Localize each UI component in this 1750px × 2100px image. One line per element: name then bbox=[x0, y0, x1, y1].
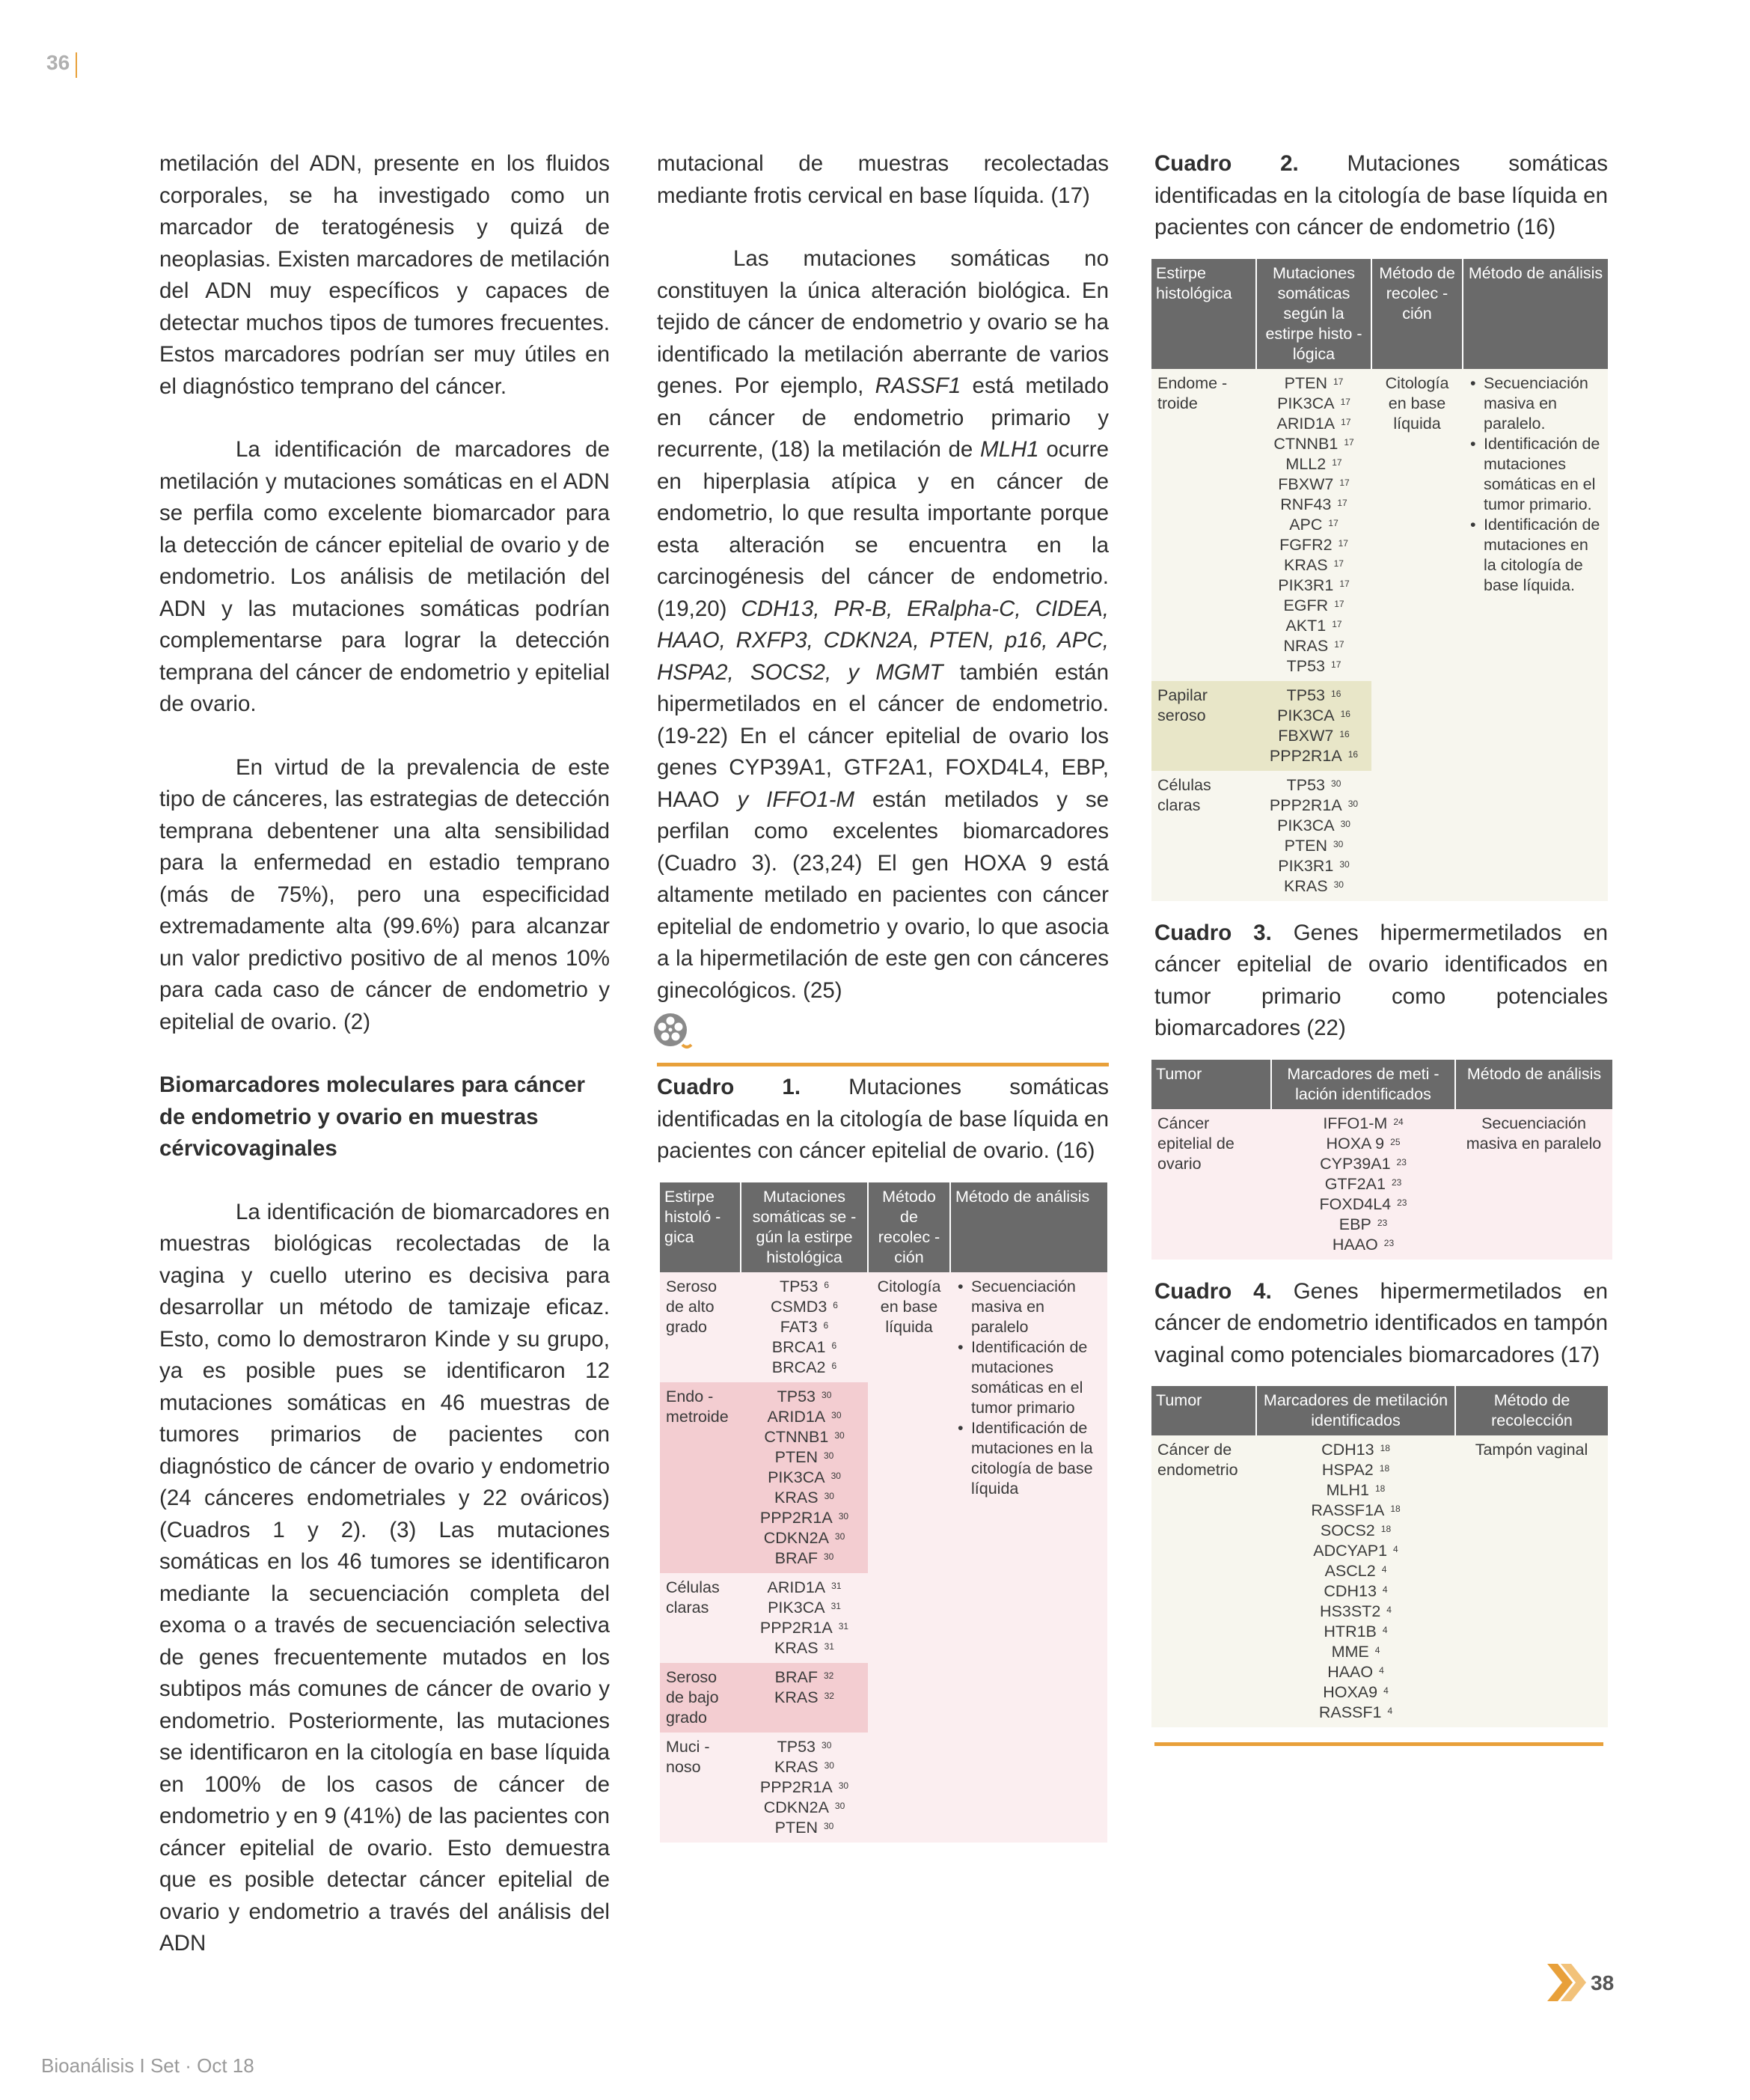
reference-number: 30 bbox=[823, 1551, 834, 1562]
reference-number: 6 bbox=[823, 1319, 829, 1331]
reference-number: 23 bbox=[1396, 1156, 1407, 1167]
gene-entry bbox=[747, 1358, 862, 1378]
gene-name: PPP2R1A bbox=[1269, 746, 1342, 765]
method-item: • Identificación de mutaciones somáticas en el tumor primario bbox=[971, 1337, 1101, 1418]
cuadro-2-table bbox=[1151, 259, 1608, 901]
reference-number: 4 bbox=[1382, 1625, 1388, 1635]
gene-entry bbox=[1262, 706, 1365, 726]
gene-entry bbox=[1262, 1541, 1449, 1561]
reference-number: 30 bbox=[830, 1470, 841, 1481]
footer-text: Bioanálisis I Set · Oct 18 bbox=[41, 2054, 254, 2077]
header-cell: Método de recolección bbox=[1455, 1386, 1608, 1435]
gene-name: APC bbox=[1289, 515, 1323, 534]
reference-number: 17 bbox=[1337, 497, 1347, 508]
gene-name: CDH13 bbox=[1321, 1441, 1374, 1459]
reference-number: 17 bbox=[1332, 618, 1342, 629]
reference-number: 18 bbox=[1380, 1524, 1392, 1534]
table-header-row bbox=[1151, 1386, 1608, 1435]
reference-number: 4 bbox=[1393, 1544, 1398, 1554]
genes-cell bbox=[1271, 1109, 1455, 1260]
analysis-method-cell bbox=[950, 1272, 1107, 1843]
genes-cell bbox=[1256, 771, 1371, 901]
gene-name: PIK3CA bbox=[1277, 706, 1335, 724]
gene-name: CYP39A1 bbox=[1320, 1154, 1391, 1173]
gene-entry bbox=[1262, 1440, 1449, 1460]
gene-entry bbox=[1262, 454, 1365, 474]
reference-number: 30 bbox=[822, 1739, 832, 1750]
gene-name: PIK3R1 bbox=[1278, 576, 1334, 594]
gene-name: ARID1A bbox=[767, 1578, 826, 1596]
gene-entry bbox=[747, 1387, 862, 1407]
table-header-row bbox=[1151, 259, 1608, 369]
reference-number: 31 bbox=[831, 1580, 842, 1591]
gene-entry bbox=[1262, 474, 1365, 495]
gene-name: FOXD4L4 bbox=[1319, 1194, 1392, 1213]
gene-name: TP53 bbox=[777, 1387, 816, 1405]
gene-entry bbox=[1262, 576, 1365, 596]
genes-cell bbox=[1256, 681, 1371, 771]
gene-name: GTF2A1 bbox=[1324, 1174, 1386, 1193]
cuadro-4-table bbox=[1151, 1386, 1608, 1727]
gene-entry bbox=[1262, 1460, 1449, 1480]
gene-entry bbox=[747, 1798, 862, 1818]
cuadro-1-table bbox=[660, 1182, 1107, 1843]
reference-number: 30 bbox=[834, 1530, 845, 1542]
reference-number: 4 bbox=[1386, 1605, 1392, 1615]
cuadro-3-table bbox=[1151, 1060, 1612, 1260]
histology-cell: Endome - troide bbox=[1157, 373, 1228, 412]
method-item: • Secuenciación masiva en paralelo bbox=[971, 1277, 1101, 1337]
reference-number: 17 bbox=[1334, 598, 1344, 609]
gene-entry bbox=[747, 1638, 862, 1658]
gene-name: IFFO1-M bbox=[1323, 1114, 1388, 1132]
gene-entry bbox=[1262, 656, 1365, 677]
gene-entry bbox=[747, 1737, 862, 1757]
table-header-row bbox=[1151, 1060, 1612, 1109]
gene-entry bbox=[1262, 775, 1365, 796]
gene-name: PTEN bbox=[774, 1447, 818, 1466]
gene-name: CTNNB1 bbox=[764, 1427, 829, 1446]
cuadro-3-caption: Cuadro 3. Genes hipermermetilados en cáncer epitelial de ovario identificados en tumor primario como potenciales biomarcadores (22) bbox=[1154, 920, 1608, 1040]
gene-name: ARID1A bbox=[1276, 414, 1336, 433]
reference-number: 17 bbox=[1333, 558, 1344, 569]
histology-cell: Endo - metroide bbox=[666, 1387, 729, 1426]
reference-number: 30 bbox=[1340, 818, 1350, 829]
reference-number: 30 bbox=[1339, 858, 1350, 870]
gene-name: PTEN bbox=[774, 1818, 818, 1837]
reference-number: 23 bbox=[1397, 1197, 1407, 1208]
gene-entry bbox=[747, 1297, 862, 1317]
reference-number: 4 bbox=[1374, 1645, 1380, 1655]
gene-name: PIK3CA bbox=[768, 1468, 825, 1486]
reference-number: 25 bbox=[1390, 1136, 1401, 1147]
gene-entry bbox=[1277, 1154, 1449, 1174]
reference-number: 16 bbox=[1340, 708, 1350, 719]
reference-number: 31 bbox=[838, 1620, 849, 1632]
header-cell: Mutaciones somáticas se - gún la estirpe histológica bbox=[741, 1182, 868, 1272]
header-cell: Método de análisis bbox=[1463, 259, 1608, 369]
gene-name: MME bbox=[1331, 1643, 1369, 1661]
gene-name: ARID1A bbox=[767, 1407, 826, 1426]
analysis-method-cell bbox=[1463, 369, 1608, 901]
gene-entry bbox=[1262, 1521, 1449, 1541]
reference-number: 18 bbox=[1390, 1504, 1401, 1514]
gene-entry bbox=[1262, 876, 1365, 897]
header-cell: Tumor bbox=[1151, 1386, 1256, 1435]
gene-name: HAAO bbox=[1327, 1663, 1374, 1681]
gene-entry bbox=[747, 1468, 862, 1488]
method-item: • Identificación de mutaciones en la citología de base líquida. bbox=[1484, 515, 1602, 596]
genes-cell bbox=[1256, 1435, 1455, 1727]
gene-entry bbox=[747, 1528, 862, 1548]
gene-entry bbox=[1262, 495, 1365, 515]
gene-entry bbox=[747, 1598, 862, 1618]
reference-number: 17 bbox=[1344, 436, 1354, 448]
reference-number: 30 bbox=[831, 1409, 842, 1420]
gene-name: MLL2 bbox=[1285, 454, 1327, 473]
gene-name: PPP2R1A bbox=[759, 1777, 833, 1796]
gene-entry bbox=[1262, 434, 1365, 454]
reference-number: 6 bbox=[831, 1340, 837, 1351]
section-divider bbox=[657, 1063, 1109, 1066]
reference-number: 30 bbox=[822, 1389, 832, 1400]
gene-name: CDH13 bbox=[1324, 1582, 1377, 1600]
header-cell: Marcadores de metilación identificados bbox=[1256, 1386, 1455, 1435]
gene-name: KRAS bbox=[1284, 876, 1328, 895]
reference-number: 30 bbox=[1333, 838, 1344, 849]
reference-number: 6 bbox=[824, 1279, 830, 1290]
film-reel-icon bbox=[652, 1012, 694, 1054]
reference-number: 6 bbox=[833, 1299, 838, 1310]
reference-number: 17 bbox=[1328, 517, 1338, 528]
reference-number: 16 bbox=[1347, 748, 1359, 760]
reference-number: 4 bbox=[1383, 1685, 1389, 1696]
section-divider bbox=[1154, 1742, 1603, 1746]
gene-entry bbox=[1262, 616, 1365, 636]
histology-cell: Seroso de bajo grado bbox=[666, 1667, 719, 1727]
gene-name: KRAS bbox=[774, 1757, 819, 1776]
gene-entry bbox=[1262, 1703, 1449, 1723]
tumor-cell: Cáncer epitelial de ovario bbox=[1157, 1114, 1235, 1173]
method-cell: Secuenciación masiva en paralelo bbox=[1466, 1114, 1602, 1153]
page-number-top: 36 bbox=[46, 51, 70, 74]
reference-number: 17 bbox=[1333, 376, 1344, 387]
reference-number: 17 bbox=[1340, 396, 1350, 407]
gene-entry bbox=[747, 1508, 862, 1528]
gene-name: BRCA1 bbox=[771, 1337, 826, 1356]
header-cell: Marcadores de meti - lación identificados bbox=[1271, 1060, 1455, 1109]
gene-name: ASCL2 bbox=[1324, 1562, 1376, 1580]
gene-entry bbox=[1262, 686, 1365, 706]
gene-entry bbox=[1277, 1114, 1449, 1134]
reference-number: 4 bbox=[1381, 1564, 1387, 1575]
table-row bbox=[1151, 369, 1608, 681]
gene-entry bbox=[1262, 856, 1365, 876]
gene-name: KRAS bbox=[774, 1638, 819, 1657]
col1-paragraph-1: metilación del ADN, presente en los fluidos corporales, se ha investigado como un marcador de teratogénesis y quizá de neoplasias. Existen marcadores de metilación del ADN muy específicos y capaces de detectar muchos tipos de tumores frecuentes. Estos marcadores podrían ser muy útiles en el diagnóstico temprano del cáncer. bbox=[159, 151, 610, 399]
gene-entry bbox=[1262, 555, 1365, 576]
gene-entry bbox=[1262, 1642, 1449, 1662]
gene-entry bbox=[747, 1548, 862, 1569]
method-item: • Identificación de mutaciones en la citología de base líquida bbox=[971, 1418, 1101, 1499]
gene-name: HS3ST2 bbox=[1320, 1602, 1381, 1620]
col1-paragraph-4: La identificación de biomarcadores en muestras biológicas recolectadas de la vagina y cuello uterino es decisiva para desarrollar un método de tamizaje eficaz. Esto, como lo demostraron Kinde y su grupo, ya es posible pues se identificaron 12 mutaciones somáticas en 46 muestras de tumores primarios de pacientes con diagnóstico de cáncer de ovario y endometrio (24 cánceres endometriales y 22 ováricos) (Cuadros 1 y 2). (3) Las mutaciones somáticas en los 46 tumores se identificaron mediante la secuenciación completa del exoma o a través de secuenciación selectiva de genes frecuentemente mutados en los subtipos más comunes de cáncer de ovario y endometrio. Posteriormente, las mutaciones se identificaron en la citología en base líquida en 100% de los casos de cáncer de endometrio y en 9 (41%) de las pacientes con cáncer epitelial de ovario. Esto demuestra que es posible detectar cáncer epitelial de ovario y endometrio a través del análisis del ADN bbox=[159, 1199, 610, 1956]
reference-number: 18 bbox=[1380, 1443, 1390, 1453]
gene-entry bbox=[747, 1578, 862, 1598]
reference-number: 30 bbox=[824, 1759, 834, 1771]
genes-cell bbox=[741, 1733, 868, 1843]
method-cell: Tampón vaginal bbox=[1475, 1441, 1588, 1459]
gene-entry bbox=[1262, 1602, 1449, 1622]
gene-name: BRAF bbox=[774, 1548, 818, 1567]
gene-name: TP53 bbox=[777, 1737, 816, 1756]
reference-number: 30 bbox=[1331, 778, 1341, 789]
gene-name: EGFR bbox=[1283, 596, 1329, 614]
histology-cell: Muci - noso bbox=[666, 1737, 710, 1776]
gene-entry bbox=[747, 1618, 862, 1638]
header-cell: Método de recolec - ción bbox=[868, 1182, 950, 1272]
header-cell: Método de análisis bbox=[1455, 1060, 1612, 1109]
reference-number: 17 bbox=[1334, 638, 1344, 650]
genes-cell bbox=[741, 1663, 868, 1733]
gene-name: CTNNB1 bbox=[1273, 434, 1338, 453]
reference-number: 16 bbox=[1331, 688, 1341, 699]
gene-name: PTEN bbox=[1284, 373, 1327, 392]
gene-name: PPP2R1A bbox=[759, 1618, 833, 1637]
reference-number: 31 bbox=[830, 1600, 841, 1611]
gene-name: FAT3 bbox=[780, 1317, 818, 1336]
gene-name: PIK3CA bbox=[768, 1598, 825, 1617]
method-item: • Identificación de mutaciones somáticas en el tumor primario. bbox=[1484, 434, 1602, 515]
column-1 bbox=[159, 148, 610, 1991]
gene-name: HAAO bbox=[1332, 1235, 1378, 1254]
gene-entry bbox=[1262, 1662, 1449, 1682]
gene-entry bbox=[747, 1407, 862, 1427]
method-list bbox=[956, 1277, 1101, 1499]
gene-name: TP53 bbox=[1286, 686, 1326, 704]
reference-number: 4 bbox=[1382, 1584, 1388, 1595]
method-item: • Secuenciación masiva en paralelo. bbox=[1484, 373, 1602, 434]
gene-entry bbox=[1262, 1561, 1449, 1581]
gene-entry bbox=[1262, 796, 1365, 816]
cuadro-1-caption: Cuadro 1. Mutaciones somáticas identificadas en la citología de base líquida en pacientes con cáncer epitelial de ovario. (16) bbox=[657, 1075, 1109, 1163]
table-header-row bbox=[660, 1182, 1107, 1272]
header-cell: Tumor bbox=[1151, 1060, 1271, 1109]
genes-cell bbox=[741, 1382, 868, 1573]
header-cell: Método de recolec - ción bbox=[1371, 259, 1463, 369]
gene-entry bbox=[747, 1667, 862, 1688]
gene-entry bbox=[1262, 1501, 1449, 1521]
gene-name: SOCS2 bbox=[1320, 1521, 1375, 1539]
method-list bbox=[1469, 373, 1602, 596]
double-chevron-right-icon bbox=[1547, 1961, 1588, 2004]
gene-entry bbox=[1262, 1622, 1449, 1642]
gene-entry bbox=[1262, 816, 1365, 836]
reference-number: 16 bbox=[1339, 728, 1350, 739]
header-cell: Mutaciones somáticas según la estirpe histo - lógica bbox=[1256, 259, 1371, 369]
collection-method-cell: Citología en base líquida bbox=[1385, 373, 1449, 433]
gene-entry bbox=[747, 1427, 862, 1447]
gene-entry bbox=[1262, 414, 1365, 434]
histology-cell: Células claras bbox=[1157, 775, 1211, 814]
gene-name: TP53 bbox=[779, 1277, 819, 1295]
column-3 bbox=[1154, 148, 1608, 1746]
gene-entry bbox=[1277, 1194, 1449, 1215]
gene-entry bbox=[747, 1488, 862, 1508]
reference-number: 4 bbox=[1387, 1706, 1393, 1716]
table-row bbox=[660, 1272, 1107, 1382]
gene-entry bbox=[747, 1688, 862, 1708]
reference-number: 4 bbox=[1379, 1665, 1384, 1676]
histology-cell: Papilar seroso bbox=[1157, 686, 1208, 724]
gene-entry bbox=[1262, 636, 1365, 656]
gene-name: MLH1 bbox=[1326, 1481, 1369, 1499]
gene-entry bbox=[1277, 1134, 1449, 1154]
gene-name: TP53 bbox=[1286, 775, 1326, 794]
reference-number: 23 bbox=[1391, 1176, 1402, 1188]
gene-entry bbox=[747, 1447, 862, 1468]
gene-name: RNF43 bbox=[1280, 495, 1332, 513]
reference-number: 17 bbox=[1338, 537, 1348, 549]
reference-number: 24 bbox=[1393, 1116, 1404, 1127]
gene-name: PIK3CA bbox=[1277, 816, 1335, 834]
gene-name: CDKN2A bbox=[763, 1528, 829, 1547]
gene-entry bbox=[1277, 1215, 1449, 1235]
reference-number: 17 bbox=[1341, 416, 1351, 427]
gene-name: EBP bbox=[1338, 1215, 1371, 1233]
gene-name: FBXW7 bbox=[1278, 474, 1334, 493]
gene-entry bbox=[747, 1818, 862, 1838]
reference-number: 30 bbox=[838, 1510, 849, 1521]
gene-entry bbox=[1262, 836, 1365, 856]
gene-name: CSMD3 bbox=[771, 1297, 827, 1316]
gene-entry bbox=[1262, 394, 1365, 414]
gene-entry bbox=[1262, 535, 1365, 555]
gene-entry bbox=[747, 1337, 862, 1358]
gene-name: PIK3R1 bbox=[1278, 856, 1334, 875]
table-row bbox=[1151, 1435, 1608, 1727]
gene-name: RASSF1 bbox=[1318, 1703, 1382, 1721]
gene-entry bbox=[1262, 1581, 1449, 1602]
gene-entry bbox=[1277, 1235, 1449, 1255]
reference-number: 30 bbox=[838, 1780, 849, 1791]
gene-name: FGFR2 bbox=[1279, 535, 1333, 554]
gene-name: PPP2R1A bbox=[759, 1508, 833, 1527]
reference-number: 18 bbox=[1379, 1463, 1390, 1474]
gene-entry bbox=[747, 1277, 862, 1297]
tumor-cell: Cáncer de endometrio bbox=[1157, 1441, 1238, 1479]
histology-cell: Seroso de alto grado bbox=[666, 1277, 718, 1336]
reference-number: 30 bbox=[823, 1820, 834, 1831]
genes-cell bbox=[1256, 369, 1371, 681]
collection-method-cell: Citología en base líquida bbox=[877, 1277, 941, 1336]
page-number-accent bbox=[76, 52, 77, 78]
col2-paragraph-2: Las mutaciones somáticas no constituyen la única alteración biológica. En tejido de cáncer de endometrio y ovario se ha identificado la metilación aberrante de varios genes. Por ejemplo, RASSF1 está metilado en cáncer de endometrio primario y recurrente, (18) la metilación de MLH1 ocurre en hiperplasia atípica y en cáncer de endometrio, lo que resulta importante porque esta alteración se encuentra en la carcinogénesis del cáncer de endometrio. (19,20) CDH13, PR-B, ERalpha-C, CIDEA, HAAO, RXFP3, CDKN2A, PTEN, p16, APC, HSPA2, SOCS2, y MGMT también están hipermetilados en el cáncer de endometrio. (19-22) En el cáncer epitelial de ovario los genes CYP39A1, GTF2A1, FOXD4L4, EBP, HAAO y IFFO1-M están metilados y se perfilan como excelentes biomarcadores (Cuadro 3). (23,24) El gen HOXA 9 está altamente metilado en pacientes con cáncer epitelial de endometrio y ovario, lo que asocia a la hipermetilación de este gen con cánceres ginecológicos. (25) bbox=[657, 246, 1109, 1003]
gene-entry bbox=[747, 1757, 862, 1777]
gene-name: KRAS bbox=[774, 1488, 819, 1507]
gene-name: PIK3CA bbox=[1277, 394, 1335, 412]
gene-entry bbox=[1262, 1682, 1449, 1703]
header-cell: Estirpe histoló - gica bbox=[660, 1182, 741, 1272]
reference-number: 23 bbox=[1383, 1237, 1395, 1248]
gene-name: BRCA2 bbox=[771, 1358, 826, 1376]
reference-number: 30 bbox=[1333, 879, 1344, 890]
cuadro-1 bbox=[657, 1072, 1109, 1843]
gene-entry bbox=[1262, 373, 1365, 394]
reference-number: 17 bbox=[1332, 457, 1342, 468]
gene-entry bbox=[1262, 746, 1365, 766]
reference-number: 6 bbox=[831, 1360, 837, 1371]
genes-cell bbox=[741, 1272, 868, 1382]
reference-number: 17 bbox=[1339, 578, 1350, 589]
gene-name: HOXA9 bbox=[1323, 1683, 1378, 1701]
gene-name: RASSF1A bbox=[1311, 1501, 1385, 1519]
table-row bbox=[1151, 1109, 1612, 1260]
col1-paragraph-3: En virtud de la prevalencia de este tipo de cánceres, las estrategias de detección temprana debentener una alta sensibilidad para la enfermedad en estadio temprano (más de 75%), pero una especificidad extremadamente alta (99.6%) para alcanzar un valor predictivo positivo de al menos 10% para cada caso de cáncer de endometrio y epitelial de ovario. (2) bbox=[159, 754, 610, 1034]
gene-name: AKT1 bbox=[1285, 616, 1327, 635]
reference-number: 30 bbox=[824, 1490, 834, 1501]
gene-entry bbox=[1262, 726, 1365, 746]
gene-name: KRAS bbox=[1284, 555, 1328, 574]
section-heading: Biomarcadores moleculares para cáncer de endometrio y ovario en muestras cérvicovaginales bbox=[159, 1072, 585, 1161]
reference-number: 30 bbox=[1347, 798, 1359, 809]
gene-entry bbox=[747, 1777, 862, 1798]
gene-name: HSPA2 bbox=[1321, 1461, 1374, 1479]
gene-name: PTEN bbox=[1284, 836, 1327, 855]
gene-name: KRAS bbox=[774, 1688, 819, 1706]
col2-paragraph-1: mutacional de muestras recolectadas mediante frotis cervical en base líquida. (17) bbox=[657, 151, 1109, 208]
gene-name: HOXA 9 bbox=[1326, 1134, 1385, 1153]
reference-number: 32 bbox=[823, 1670, 834, 1681]
gene-entry bbox=[1277, 1174, 1449, 1194]
gene-entry bbox=[747, 1317, 862, 1337]
col1-paragraph-2: La identificación de marcadores de metilación y mutaciones somáticas en el ADN se perfila como excelente biomarcador para la detección de cáncer epitelial de ovario y de endometrio. Los análisis de metilación del ADN y las mutaciones somáticas podrían complementarse para lograr la detección temprana del cáncer de endometrio y epitelial de ovario. bbox=[159, 437, 610, 716]
gene-entry bbox=[1262, 515, 1365, 535]
reference-number: 23 bbox=[1377, 1217, 1388, 1228]
header-cell: Estirpe histológica bbox=[1151, 259, 1256, 369]
reference-number: 18 bbox=[1375, 1483, 1386, 1494]
gene-name: PPP2R1A bbox=[1269, 796, 1342, 814]
column-2 bbox=[657, 148, 1109, 1038]
reference-number: 31 bbox=[824, 1640, 834, 1652]
reference-number: 32 bbox=[824, 1690, 834, 1701]
gene-entry bbox=[1262, 1480, 1449, 1501]
cuadro-2-caption: Cuadro 2. Mutaciones somáticas identificadas en la citología de base líquida en pacientes con cáncer de endometrio (16) bbox=[1154, 151, 1608, 239]
gene-entry bbox=[1262, 596, 1365, 616]
header-cell: Método de análisis bbox=[950, 1182, 1107, 1272]
reference-number: 30 bbox=[834, 1429, 845, 1441]
gene-name: NRAS bbox=[1283, 636, 1329, 655]
gene-name: HTR1B bbox=[1324, 1623, 1377, 1640]
cuadro-4-caption: Cuadro 4. Genes hipermermetilados en cáncer de endometrio identificados en tampón vaginal como potenciales biomarcadores (17) bbox=[1154, 1278, 1608, 1367]
histology-cell: Células claras bbox=[666, 1578, 720, 1617]
reference-number: 17 bbox=[1331, 659, 1341, 670]
gene-name: BRAF bbox=[774, 1667, 818, 1686]
gene-name: TP53 bbox=[1286, 656, 1326, 675]
reference-number: 30 bbox=[823, 1450, 834, 1461]
genes-cell bbox=[741, 1573, 868, 1663]
reference-number: 17 bbox=[1339, 477, 1350, 488]
page-number-bottom: 38 bbox=[1591, 1971, 1615, 1994]
gene-name: ADCYAP1 bbox=[1313, 1542, 1388, 1560]
gene-name: CDKN2A bbox=[763, 1798, 829, 1816]
reference-number: 30 bbox=[834, 1800, 845, 1811]
gene-name: FBXW7 bbox=[1278, 726, 1334, 745]
